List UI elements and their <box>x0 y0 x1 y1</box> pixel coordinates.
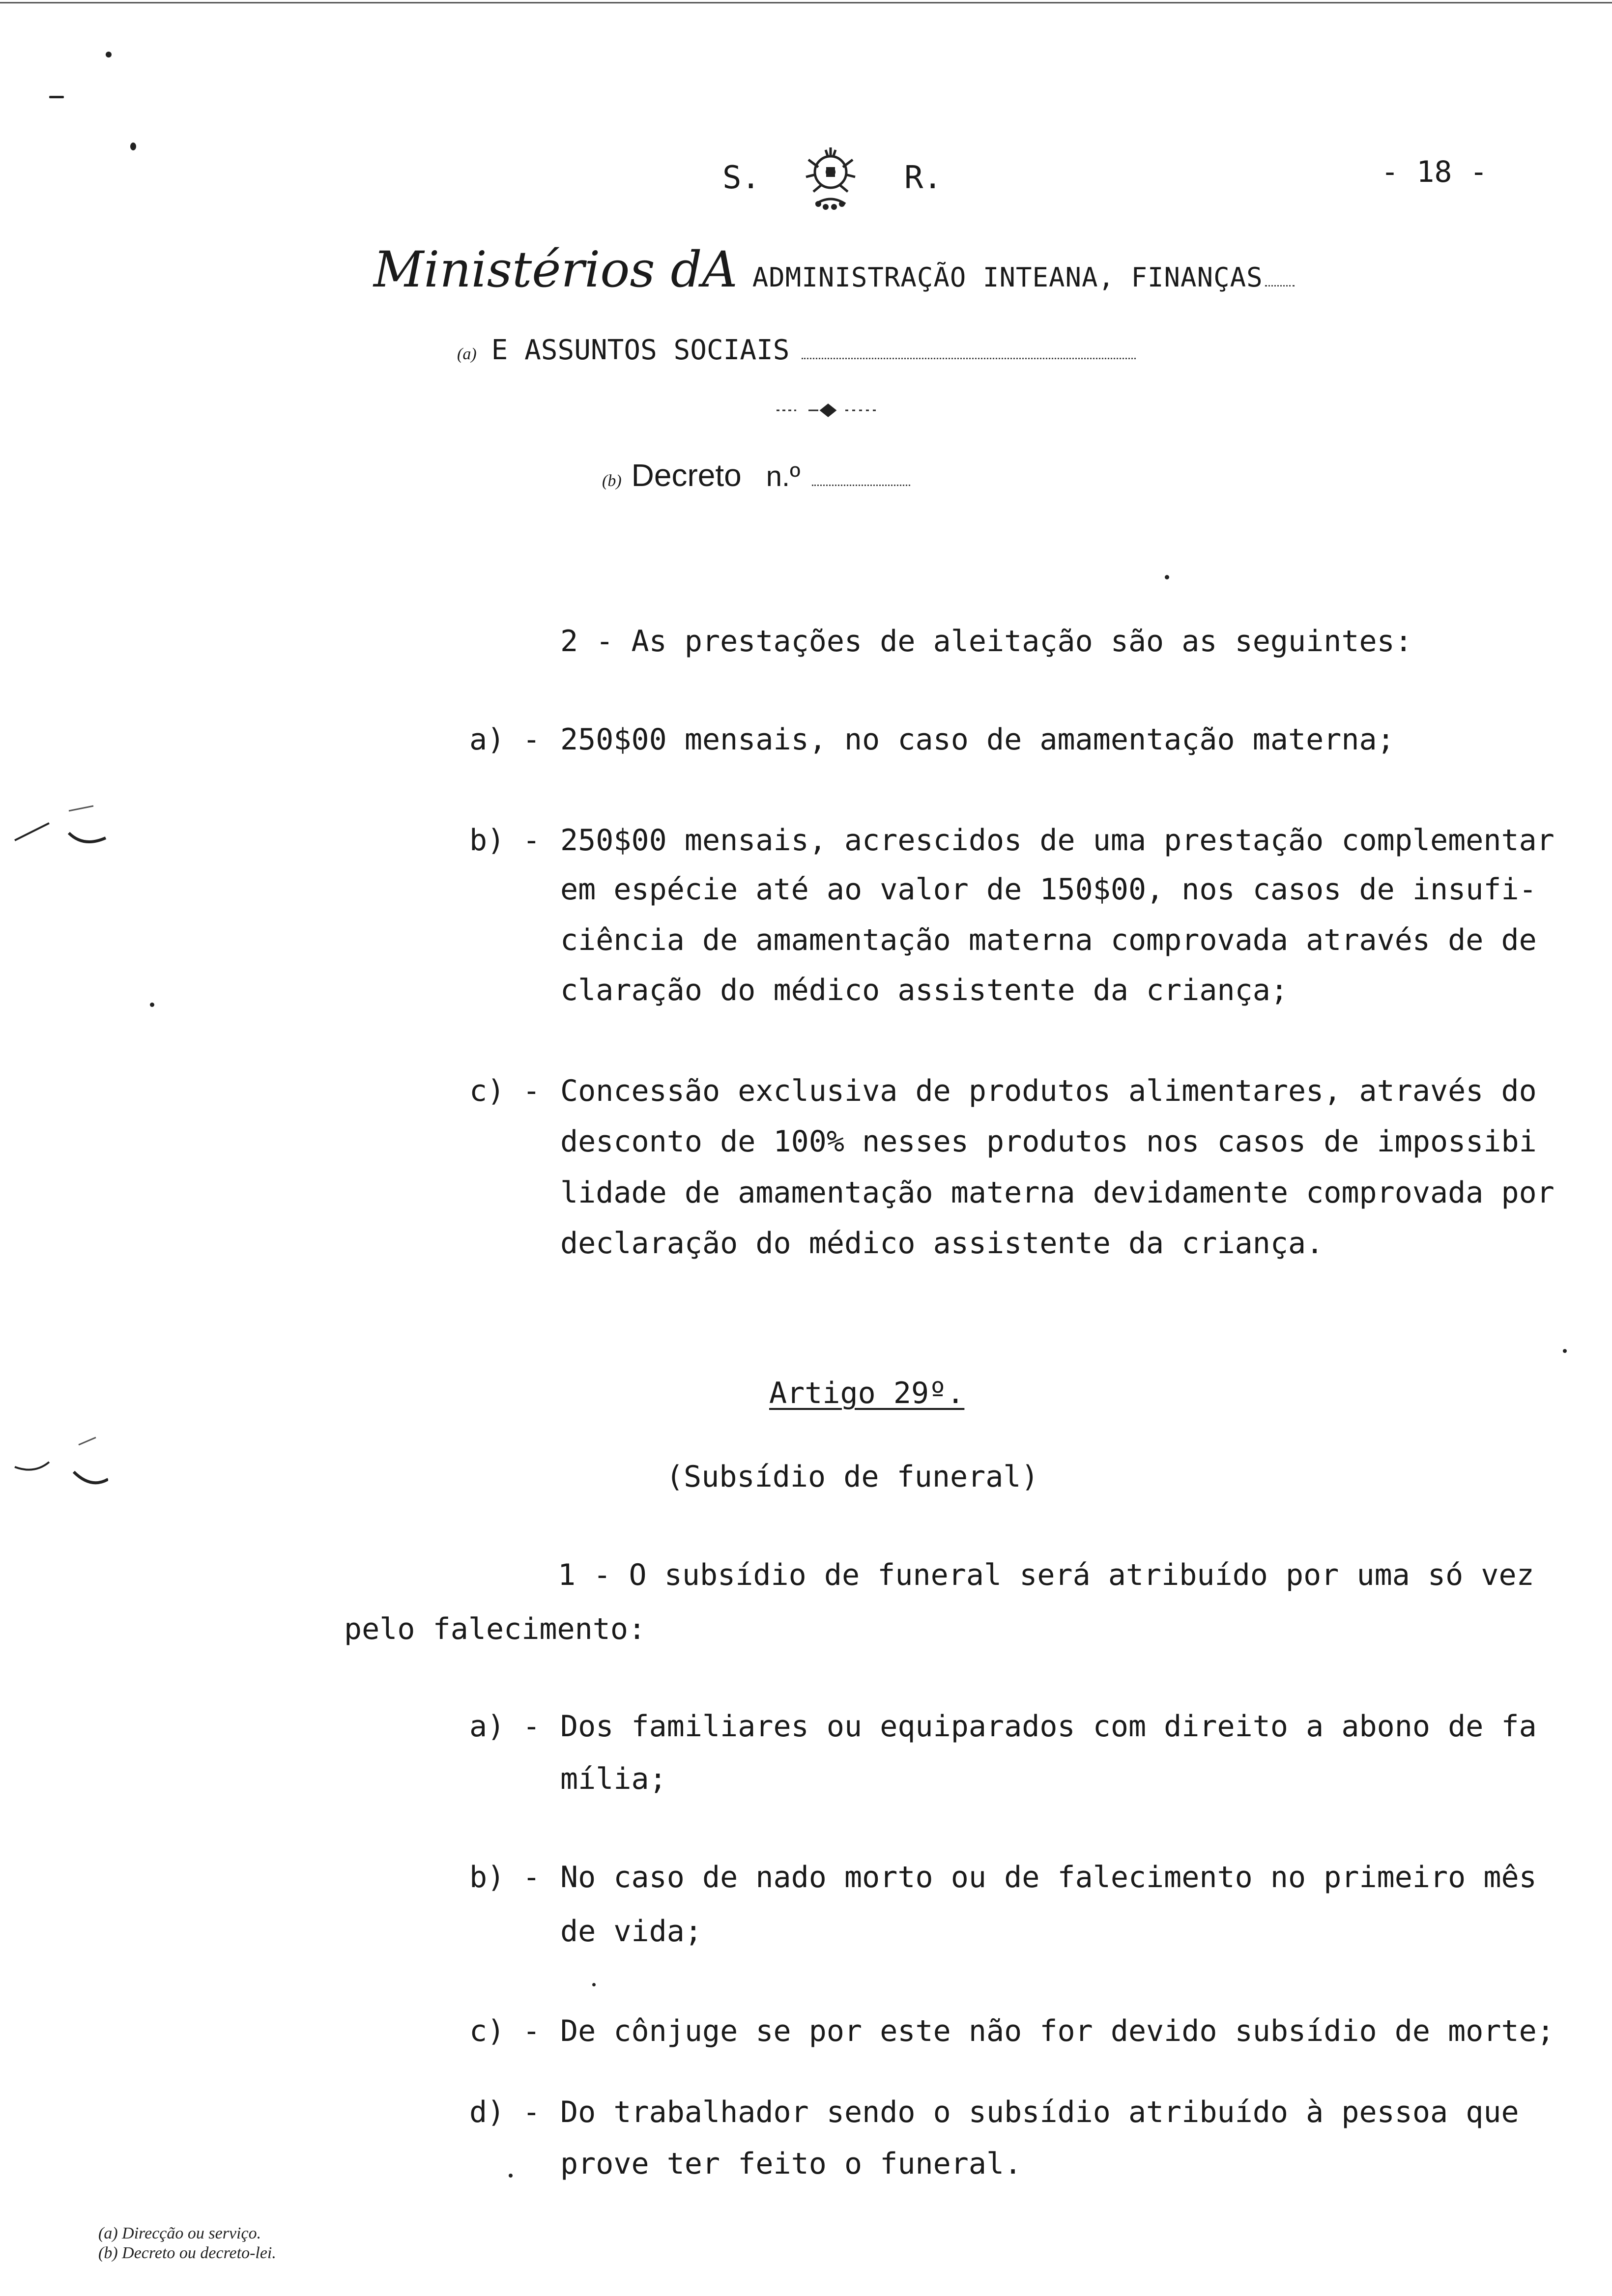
speck <box>1165 575 1169 579</box>
article-subtitle: (Subsídio de funeral) <box>666 1460 1039 1494</box>
dot-leader <box>802 353 1136 359</box>
ministry-heading-line2 <box>457 334 1136 366</box>
list-item-line: prove ter feito o funeral. <box>560 2147 1022 2181</box>
ministry-heading <box>374 241 1295 298</box>
decree-word: Decreto <box>631 458 742 493</box>
emblem-right-letter: R. <box>904 160 943 196</box>
ministry-line2-text: E ASSUNTOS SOCIAIS <box>491 334 790 366</box>
article-title: Artigo 29º. <box>769 1376 965 1410</box>
speck <box>150 1003 154 1007</box>
list-item-line: Concessão exclusiva de produtos alimentares, através do <box>560 1074 1537 1108</box>
coat-of-arms-icon <box>779 140 882 214</box>
article-paragraph-line: 1 - O subsídio de funeral será atribuído por uma só vez <box>558 1558 1534 1592</box>
list-marker: c) - <box>469 1074 541 1108</box>
top-border-line <box>0 2 1612 3</box>
list-marker: a) - <box>469 722 541 757</box>
list-item-line: declaração do médico assistente da criança. <box>560 1226 1324 1261</box>
list-marker: a) - <box>469 1709 541 1744</box>
list-item-line: Dos familiares ou equiparados com direito a abono de fa <box>560 1709 1537 1744</box>
decree-number-label: n.º <box>766 460 801 492</box>
ministry-prefix: Ministérios dA <box>374 241 738 298</box>
list-item-line: No caso de nado morto ou de falecimento no primeiro mês <box>560 1860 1537 1894</box>
footnote-a: (a) Direcção ou serviço. <box>98 2224 261 2242</box>
footnote-ref-a: (a) <box>457 345 477 363</box>
margin-hole-mark-icon <box>10 1425 108 1494</box>
list-item-line: de vida; <box>560 1914 702 1949</box>
paragraph-intro: 2 - As prestações de aleitação são as seguintes: <box>560 624 1412 659</box>
footnote-ref-b: (b) <box>602 472 622 490</box>
decree-line <box>602 457 910 493</box>
dot-leader <box>1265 280 1295 287</box>
emblem-left-letter: S. <box>722 160 761 196</box>
article-paragraph-line: pelo falecimento: <box>344 1612 646 1646</box>
ornament-divider-icon <box>767 401 904 420</box>
speck <box>592 1983 596 1986</box>
list-item-line: 250$00 mensais, acrescidos de uma prestação complementar <box>560 823 1554 858</box>
list-item-line: lidade de amamentação materna devidamente comprovada por <box>560 1176 1554 1210</box>
list-item-line: claração do médico assistente da criança; <box>560 973 1289 1007</box>
list-marker: c) - <box>469 2014 541 2048</box>
dot-leader <box>812 480 910 486</box>
speck <box>509 2174 513 2178</box>
page-number: - 18 - <box>1381 155 1488 189</box>
margin-hole-mark-icon <box>10 796 108 855</box>
speck <box>49 96 64 98</box>
footnote-b: (b) Decreto ou decreto-lei. <box>98 2244 276 2262</box>
list-item-line: ciência de amamentação materna comprovada através de de <box>560 923 1537 957</box>
speck <box>106 52 112 57</box>
speck <box>130 143 136 150</box>
list-marker: d) - <box>469 2095 541 2129</box>
list-marker: b) - <box>469 1860 541 1894</box>
speck <box>1563 1349 1567 1353</box>
list-item-line: desconto de 100% nesses produtos nos casos de impossibi <box>560 1124 1537 1159</box>
list-item-line: 250$00 mensais, no caso de amamentação materna; <box>560 722 1395 757</box>
list-item-line: De cônjuge se por este não for devido subsídio de morte; <box>560 2014 1554 2048</box>
ministry-names: ADMINISTRAÇÃO INTEANA, FINANÇAS <box>752 262 1263 293</box>
list-item-line: mília; <box>560 1762 667 1796</box>
list-item-line: Do trabalhador sendo o subsídio atribuído à pessoa que <box>560 2095 1519 2129</box>
list-marker: b) - <box>469 823 541 858</box>
footnotes <box>98 2224 276 2263</box>
list-item-line: em espécie até ao valor de 150$00, nos casos de insufi- <box>560 872 1537 907</box>
